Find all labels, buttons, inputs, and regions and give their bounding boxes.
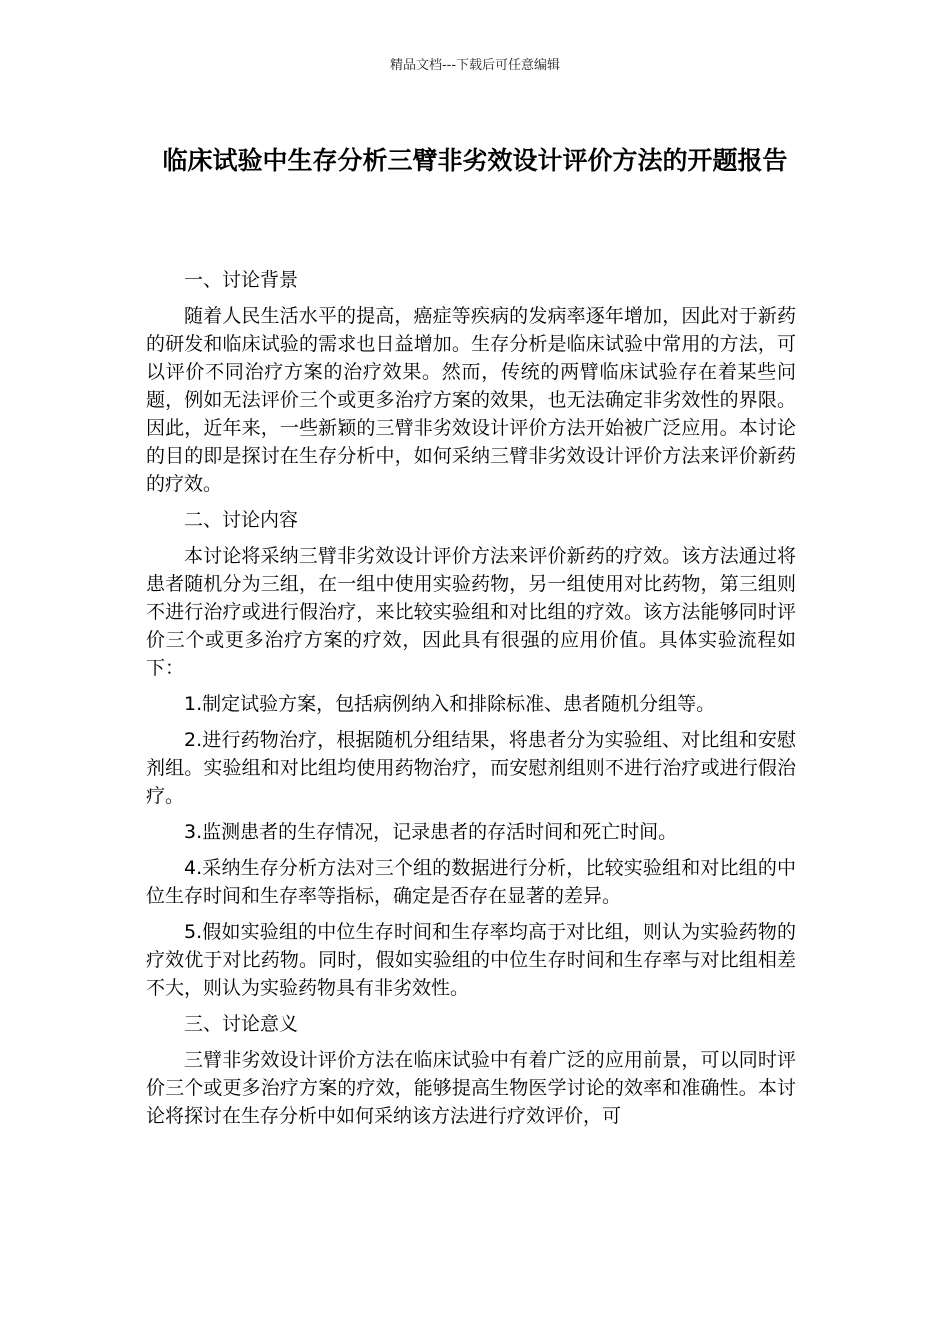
paragraph-background: 随着人民生活水平的提高，癌症等疾病的发病率逐年增加，因此对于新药的研发和临床试验的需求也日益增加。生存分析是临床试验中常用的方法，可以评价不同治疗方案的治疗效果。然而，传统的两臂临床试验存在着某些问题，例如无法评价三个或更多治疗方案的效果，也无法确定非劣效性的界限。因此，近年来，一些新颖的三臂非劣效设计评价方法开始被广泛应用。本讨论的目的即是探讨在生存分析中，如何采纳三臂非劣效设计评价方法来评价新药的疗效。 — [146, 305, 796, 495]
list-item-step-4: 4.采纳生存分析方法对三个组的数据进行分析，比较实验组和对比组的中位生存时间和生存率等指标，确定是否存在显著的差异。 — [146, 857, 796, 907]
document-body — [146, 266, 796, 1138]
section-heading-content: 二、讨论内容 — [184, 509, 299, 531]
section-heading-significance: 三、讨论意义 — [184, 1013, 299, 1035]
list-item-step-1: 1.制定试验方案，包括病例纳入和排除标准、患者随机分组等。 — [184, 693, 716, 715]
list-item-step-5: 5.假如实验组的中位生存时间和生存率均高于对比组，则认为实验药物的疗效优于对比药物。同时，假如实验组的中位生存时间和生存率与对比组相差不大，则认为实验药物具有非劣效性。 — [146, 921, 796, 999]
paragraph-significance: 三臂非劣效设计评价方法在临床试验中有着广泛的应用前景，可以同时评价三个或更多治疗方案的疗效，能够提高生物医学讨论的效率和准确性。本讨论将探讨在生存分析中如何采纳该方法进行疗效评价，可 — [146, 1049, 796, 1127]
document-title: 临床试验中生存分析三臂非劣效设计评价方法的开题报告 — [162, 146, 788, 175]
section-heading-background: 一、讨论背景 — [184, 269, 299, 291]
list-item-step-2: 2.进行药物治疗，根据随机分组结果，将患者分为实验组、对比组和安慰剂组。实验组和对比组均使用药物治疗，而安慰剂组则不进行治疗或进行假治疗。 — [146, 729, 796, 807]
list-item-step-3: 3.监测患者的生存情况，记录患者的存活时间和死亡时间。 — [184, 821, 678, 843]
page-header-note: 精品文档---下载后可任意编辑 — [389, 58, 561, 73]
paragraph-content-intro: 本讨论将采纳三臂非劣效设计评价方法来评价新药的疗效。该方法通过将患者随机分为三组，在一组中使用实验药物，另一组使用对比药物，第三组则不进行治疗或进行假治疗，来比较实验组和对比组的疗效。该方法能够同时评价三个或更多治疗方案的疗效，因此具有很强的应用价值。具体实验流程如下： — [146, 545, 796, 679]
